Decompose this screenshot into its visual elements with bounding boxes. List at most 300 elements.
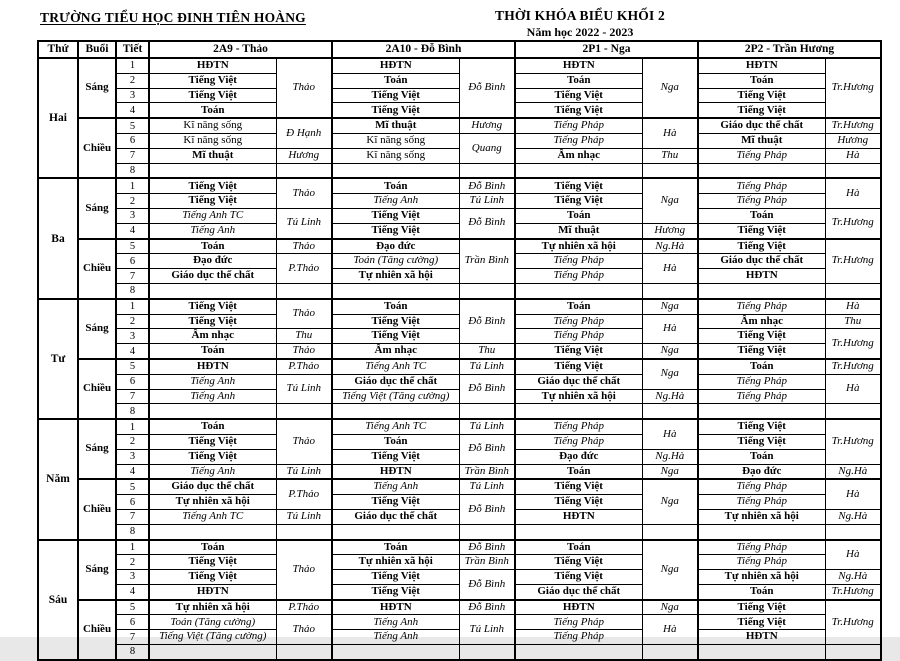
period-row: [38, 208, 881, 223]
teacher-cell: Quang: [459, 133, 515, 163]
subject-cell: Đạo đức: [332, 239, 459, 254]
teacher-cell: Hà: [825, 299, 881, 314]
subject-cell: Toán: [698, 584, 825, 599]
period-cell: 4: [116, 344, 149, 359]
subject-cell: Toán: [149, 419, 276, 434]
subject-cell: Tiếng Việt: [515, 194, 642, 209]
subject-cell: Tiếng Việt: [332, 570, 459, 585]
subject-cell: Tiếng Pháp: [515, 133, 642, 148]
teacher-cell: Tr.Hương: [825, 584, 881, 599]
subject-cell: Tiếng Việt: [515, 344, 642, 359]
subject-cell: Tự nhiên xã hội: [515, 239, 642, 254]
period-cell: 5: [116, 359, 149, 374]
teacher-cell: Đỗ Bình: [459, 58, 515, 118]
class-header-2a10: 2A10 - Đỗ Bình: [332, 41, 515, 58]
subject-cell: Đạo đức: [515, 449, 642, 464]
period-cell: 5: [116, 118, 149, 133]
teacher-cell: Nga: [642, 479, 698, 524]
subject-cell: [515, 283, 642, 298]
teacher-cell: Đỗ Bình: [459, 434, 515, 464]
teacher-cell: Thảo: [276, 299, 332, 329]
subject-cell: [698, 524, 825, 539]
subject-cell: [332, 524, 459, 539]
subject-cell: HĐTN: [332, 600, 459, 615]
subject-cell: Tiếng Pháp: [515, 269, 642, 284]
col-header-day: Thứ: [38, 41, 78, 58]
subject-cell: Đạo đức: [698, 464, 825, 479]
period-cell: 1: [116, 419, 149, 434]
subject-cell: [698, 163, 825, 178]
subject-cell: Tiếng Việt: [332, 329, 459, 344]
teacher-cell: Thu: [459, 344, 515, 359]
teacher-cell: Tú Linh: [459, 479, 515, 494]
period-cell: 4: [116, 584, 149, 599]
subject-cell: [515, 163, 642, 178]
teacher-cell: Đỗ Bình: [459, 299, 515, 344]
subject-cell: Tiếng Việt: [332, 88, 459, 103]
teacher-cell: P.Thảo: [276, 600, 332, 615]
teacher-cell: Tr.Hương: [825, 359, 881, 374]
period-cell: 1: [116, 540, 149, 555]
teacher-cell: Thảo: [276, 58, 332, 118]
teacher-cell: [459, 283, 515, 298]
subject-cell: Toán: [332, 299, 459, 314]
subject-cell: Tiếng Việt: [149, 88, 276, 103]
session-cell: Chiều: [78, 479, 116, 539]
period-row: [38, 404, 881, 419]
teacher-cell: Hà: [642, 419, 698, 449]
subject-cell: Tiếng Việt: [515, 479, 642, 494]
period-row: [38, 524, 881, 539]
period-row: [38, 495, 881, 510]
subject-cell: Âm nhạc: [698, 314, 825, 329]
period-cell: 5: [116, 600, 149, 615]
subject-cell: Toán: [149, 239, 276, 254]
subject-cell: Tiếng Anh: [149, 389, 276, 404]
teacher-cell: Hà: [642, 254, 698, 284]
teacher-cell: Tr.Hương: [825, 118, 881, 133]
period-row: [38, 133, 881, 148]
period-cell: 1: [116, 299, 149, 314]
timetable-table: [37, 40, 882, 661]
subject-cell: Tự nhiên xã hội: [149, 600, 276, 615]
subject-cell: Tiếng Việt: [332, 314, 459, 329]
subject-cell: [332, 404, 459, 419]
header-row: [38, 41, 881, 58]
subject-cell: Tự nhiên xã hội: [332, 269, 459, 284]
subject-cell: Kĩ năng sống: [332, 133, 459, 148]
teacher-cell: Thảo: [276, 344, 332, 359]
subject-cell: Tiếng Anh: [332, 479, 459, 494]
teacher-cell: Hà: [825, 479, 881, 509]
subject-cell: Tiếng Việt: [149, 73, 276, 88]
teacher-cell: Hà: [642, 314, 698, 344]
teacher-cell: Tú Linh: [276, 374, 332, 404]
period-row: [38, 615, 881, 630]
period-row: [38, 600, 881, 615]
period-cell: 5: [116, 479, 149, 494]
session-cell: Chiều: [78, 359, 116, 419]
subject-cell: [698, 283, 825, 298]
subject-cell: Toán: [515, 464, 642, 479]
subject-cell: Tiếng Việt: [515, 495, 642, 510]
subject-cell: Tiếng Việt: [698, 344, 825, 359]
subject-cell: Toán: [332, 178, 459, 193]
period-cell: 5: [116, 239, 149, 254]
teacher-cell: Thảo: [276, 239, 332, 254]
subject-cell: Tiếng Anh TC: [149, 208, 276, 223]
teacher-cell: P.Thảo: [276, 254, 332, 284]
teacher-cell: [825, 404, 881, 419]
period-cell: 8: [116, 524, 149, 539]
subject-cell: [149, 645, 276, 660]
period-cell: 2: [116, 314, 149, 329]
day-cell: Năm: [38, 419, 78, 539]
period-cell: 8: [116, 283, 149, 298]
subject-cell: Mĩ thuật: [149, 148, 276, 163]
period-cell: 8: [116, 645, 149, 660]
subject-cell: Tiếng Việt: [698, 88, 825, 103]
subject-cell: Toán: [332, 73, 459, 88]
subject-cell: [515, 524, 642, 539]
day-cell: Hai: [38, 58, 78, 178]
teacher-cell: P.Thảo: [276, 479, 332, 509]
subject-cell: Tiếng Anh TC: [332, 359, 459, 374]
teacher-cell: [459, 163, 515, 178]
teacher-cell: Tú Linh: [459, 419, 515, 434]
subject-cell: Tiếng Việt: [149, 178, 276, 193]
subject-cell: Tiếng Anh: [149, 374, 276, 389]
period-cell: 8: [116, 163, 149, 178]
subject-cell: HĐTN: [698, 269, 825, 284]
period-cell: 7: [116, 509, 149, 524]
teacher-cell: [825, 163, 881, 178]
teacher-cell: Đ Hạnh: [276, 118, 332, 148]
teacher-cell: Nga: [642, 359, 698, 389]
teacher-cell: Hà: [825, 178, 881, 208]
subject-cell: [332, 163, 459, 178]
period-cell: 7: [116, 630, 149, 645]
teacher-cell: Hương: [276, 148, 332, 163]
subject-cell: Tiếng Pháp: [698, 178, 825, 193]
teacher-cell: Tr.Hương: [825, 208, 881, 238]
subject-cell: Tiếng Pháp: [515, 434, 642, 449]
subject-cell: Tiếng Việt: [698, 600, 825, 615]
teacher-cell: Hà: [825, 148, 881, 163]
teacher-cell: Trần Bình: [459, 239, 515, 284]
period-row: [38, 374, 881, 389]
period-row: [38, 570, 881, 585]
subject-cell: Tự nhiên xã hội: [332, 555, 459, 570]
period-cell: 7: [116, 148, 149, 163]
teacher-cell: [276, 283, 332, 298]
period-row: [38, 299, 881, 314]
subject-cell: Tiếng Việt: [149, 194, 276, 209]
teacher-cell: Nga: [642, 178, 698, 223]
period-row: [38, 464, 881, 479]
subject-cell: Tiếng Việt: [332, 495, 459, 510]
subject-cell: Tiếng Việt: [332, 103, 459, 118]
teacher-cell: Trần Bình: [459, 464, 515, 479]
teacher-cell: Hà: [642, 615, 698, 645]
subject-cell: Toán: [515, 73, 642, 88]
subject-cell: Toán: [332, 434, 459, 449]
subject-cell: Tự nhiên xã hội: [515, 389, 642, 404]
subject-cell: Tiếng Pháp: [515, 630, 642, 645]
subject-cell: HĐTN: [698, 58, 825, 73]
subject-cell: Toán: [332, 540, 459, 555]
period-cell: 2: [116, 555, 149, 570]
teacher-cell: [825, 283, 881, 298]
page-header: [450, 8, 710, 40]
subject-cell: Toán: [149, 344, 276, 359]
period-row: [38, 194, 881, 209]
subject-cell: Tiếng Anh TC: [149, 509, 276, 524]
teacher-cell: [276, 524, 332, 539]
subject-cell: Tiếng Việt: [698, 103, 825, 118]
subject-cell: Tiếng Việt: [332, 223, 459, 238]
subject-cell: Âm nhạc: [149, 329, 276, 344]
teacher-cell: Trần Bình: [459, 555, 515, 570]
subject-cell: Tiếng Anh TC: [332, 419, 459, 434]
subject-cell: Kĩ năng sống: [332, 148, 459, 163]
subject-cell: Tiếng Anh: [332, 194, 459, 209]
subject-cell: Tiếng Việt: [332, 208, 459, 223]
subject-cell: Tiếng Việt: [698, 329, 825, 344]
subject-cell: Âm nhạc: [515, 148, 642, 163]
subject-cell: Tiếng Anh: [149, 464, 276, 479]
subject-cell: Toán: [149, 103, 276, 118]
teacher-cell: Tr.Hương: [825, 600, 881, 645]
teacher-cell: Hương: [459, 118, 515, 133]
subject-cell: HĐTN: [149, 359, 276, 374]
period-cell: 7: [116, 389, 149, 404]
period-row: [38, 344, 881, 359]
col-header-period: Tiết: [116, 41, 149, 58]
period-cell: 6: [116, 495, 149, 510]
subject-cell: Toán: [149, 540, 276, 555]
subject-cell: HĐTN: [149, 58, 276, 73]
teacher-cell: Thảo: [276, 540, 332, 600]
subject-cell: Tiếng Pháp: [698, 389, 825, 404]
period-row: [38, 283, 881, 298]
subject-cell: Tự nhiên xã hội: [698, 570, 825, 585]
subject-cell: [149, 163, 276, 178]
subject-cell: Giáo dục thể chất: [515, 374, 642, 389]
teacher-cell: Thu: [825, 314, 881, 329]
subject-cell: Toán: [698, 359, 825, 374]
teacher-cell: Tú Linh: [276, 464, 332, 479]
class-header-2a9: 2A9 - Thảo: [149, 41, 332, 58]
subject-cell: [149, 283, 276, 298]
teacher-cell: Tú Linh: [459, 359, 515, 374]
subject-cell: Tiếng Pháp: [698, 555, 825, 570]
teacher-cell: Nga: [642, 344, 698, 359]
teacher-cell: [642, 645, 698, 660]
teacher-cell: Ng.Hà: [642, 449, 698, 464]
subject-cell: Tiếng Pháp: [698, 299, 825, 314]
session-cell: Chiều: [78, 600, 116, 660]
subject-cell: Tiếng Việt: [515, 103, 642, 118]
teacher-cell: Đỗ Bình: [459, 495, 515, 525]
subject-cell: Mĩ thuật: [515, 223, 642, 238]
session-cell: Chiều: [78, 118, 116, 178]
subject-cell: Tiếng Pháp: [698, 495, 825, 510]
subject-cell: Toán (Tăng cường): [332, 254, 459, 269]
period-cell: 6: [116, 615, 149, 630]
teacher-cell: Thảo: [276, 419, 332, 464]
teacher-cell: Ng.Hà: [642, 389, 698, 404]
day-cell: Ba: [38, 178, 78, 298]
subject-cell: Đạo đức: [149, 254, 276, 269]
subject-cell: HĐTN: [515, 58, 642, 73]
period-cell: 1: [116, 58, 149, 73]
session-cell: Sáng: [78, 299, 116, 359]
period-row: [38, 178, 881, 193]
period-cell: 3: [116, 570, 149, 585]
period-cell: 4: [116, 103, 149, 118]
subject-cell: Tiếng Việt: [515, 178, 642, 193]
subject-cell: [332, 283, 459, 298]
subject-cell: Tiếng Việt: [149, 570, 276, 585]
session-cell: Sáng: [78, 58, 116, 118]
subject-cell: Tiếng Việt: [698, 434, 825, 449]
teacher-cell: [825, 645, 881, 660]
subject-cell: Tiếng Pháp: [698, 479, 825, 494]
teacher-cell: Tr.Hương: [825, 419, 881, 464]
subject-cell: HĐTN: [515, 600, 642, 615]
teacher-cell: [276, 163, 332, 178]
subject-cell: Tiếng Pháp: [698, 148, 825, 163]
period-row: [38, 419, 881, 434]
subject-cell: Toán: [515, 540, 642, 555]
teacher-cell: Tr.Hương: [825, 58, 881, 118]
subject-cell: [515, 645, 642, 660]
teacher-cell: Thảo: [276, 178, 332, 208]
period-row: [38, 479, 881, 494]
teacher-cell: [642, 524, 698, 539]
subject-cell: Tiếng Việt: [149, 314, 276, 329]
subject-cell: Tiếng Việt: [332, 584, 459, 599]
period-cell: 2: [116, 434, 149, 449]
subject-cell: Toán: [515, 208, 642, 223]
teacher-cell: Thu: [276, 329, 332, 344]
session-cell: Chiều: [78, 239, 116, 299]
subject-cell: HĐTN: [698, 630, 825, 645]
subject-cell: [515, 404, 642, 419]
teacher-cell: Ng.Hà: [825, 570, 881, 585]
subject-cell: Tiếng Việt: [149, 449, 276, 464]
teacher-cell: Ng.Hà: [642, 239, 698, 254]
teacher-cell: Tr.Hương: [825, 329, 881, 359]
teacher-cell: Hà: [825, 540, 881, 570]
teacher-cell: Tú Linh: [276, 509, 332, 524]
teacher-cell: Hương: [642, 223, 698, 238]
subject-cell: Tiếng Việt: [515, 570, 642, 585]
class-header-2p1: 2P1 - Nga: [515, 41, 698, 58]
day-cell: Sáu: [38, 540, 78, 660]
period-row: [38, 239, 881, 254]
subject-cell: Tiếng Pháp: [515, 615, 642, 630]
subject-cell: Tiếng Việt (Tăng cường): [149, 630, 276, 645]
teacher-cell: Đỗ Bình: [459, 208, 515, 238]
subject-cell: Tiếng Việt: [149, 555, 276, 570]
period-cell: 2: [116, 194, 149, 209]
school-name: TRƯỜNG TIỂU HỌC ĐINH TIÊN HOÀNG: [40, 10, 306, 25]
subject-cell: Tiếng Pháp: [515, 329, 642, 344]
teacher-cell: [459, 524, 515, 539]
teacher-cell: Nga: [642, 464, 698, 479]
teacher-cell: Tú Linh: [276, 208, 332, 238]
subject-cell: Tự nhiên xã hội: [698, 509, 825, 524]
subject-cell: HĐTN: [332, 58, 459, 73]
teacher-cell: P.Thảo: [276, 359, 332, 374]
subject-cell: Tiếng Anh: [332, 615, 459, 630]
period-cell: 1: [116, 178, 149, 193]
period-row: [38, 645, 881, 660]
subject-cell: Tiếng Pháp: [515, 254, 642, 269]
subject-cell: Tiếng Việt: [149, 434, 276, 449]
period-row: [38, 118, 881, 133]
teacher-cell: Tr.Hương: [825, 239, 881, 284]
subject-cell: [149, 524, 276, 539]
subject-cell: Giáo dục thể chất: [332, 374, 459, 389]
session-cell: Sáng: [78, 540, 116, 600]
subject-cell: Toán: [698, 449, 825, 464]
period-row: [38, 58, 881, 73]
period-cell: 7: [116, 269, 149, 284]
teacher-cell: Hà: [642, 118, 698, 148]
subject-cell: Toán: [698, 208, 825, 223]
subject-cell: Tiếng Anh: [332, 630, 459, 645]
subject-cell: [698, 404, 825, 419]
subject-cell: Tiếng Pháp: [698, 540, 825, 555]
subject-cell: Kĩ năng sống: [149, 118, 276, 133]
subject-cell: HĐTN: [149, 584, 276, 599]
session-cell: Sáng: [78, 419, 116, 479]
page-title: THỜI KHÓA BIỂU KHỐI 2: [495, 8, 665, 23]
subject-cell: Giáo dục thể chất: [332, 509, 459, 524]
class-header-2p2: 2P2 - Trần Hương: [698, 41, 881, 58]
teacher-cell: Hương: [825, 133, 881, 148]
subject-cell: Tiếng Việt: [332, 449, 459, 464]
teacher-cell: Đỗ Bình: [459, 374, 515, 404]
period-row: [38, 163, 881, 178]
period-row: [38, 359, 881, 374]
subject-cell: Tiếng Việt: [698, 419, 825, 434]
subject-cell: Tiếng Pháp: [698, 194, 825, 209]
subject-cell: Giáo dục thể chất: [515, 584, 642, 599]
subject-cell: Giáo dục thể chất: [698, 118, 825, 133]
subject-cell: Tiếng Pháp: [698, 374, 825, 389]
subject-cell: Tiếng Việt: [698, 239, 825, 254]
subject-cell: Tiếng Việt: [149, 299, 276, 314]
subject-cell: Tiếng Việt: [698, 223, 825, 238]
subject-cell: [698, 645, 825, 660]
period-cell: 6: [116, 133, 149, 148]
period-cell: 3: [116, 88, 149, 103]
subject-cell: Tiếng Việt: [698, 615, 825, 630]
teacher-cell: Thảo: [276, 615, 332, 645]
teacher-cell: [459, 404, 515, 419]
subject-cell: HĐTN: [515, 509, 642, 524]
teacher-cell: Đỗ Bình: [459, 570, 515, 600]
period-row: [38, 540, 881, 555]
subject-cell: Toán: [698, 73, 825, 88]
period-cell: 6: [116, 374, 149, 389]
teacher-cell: Nga: [642, 58, 698, 118]
period-cell: 8: [116, 404, 149, 419]
